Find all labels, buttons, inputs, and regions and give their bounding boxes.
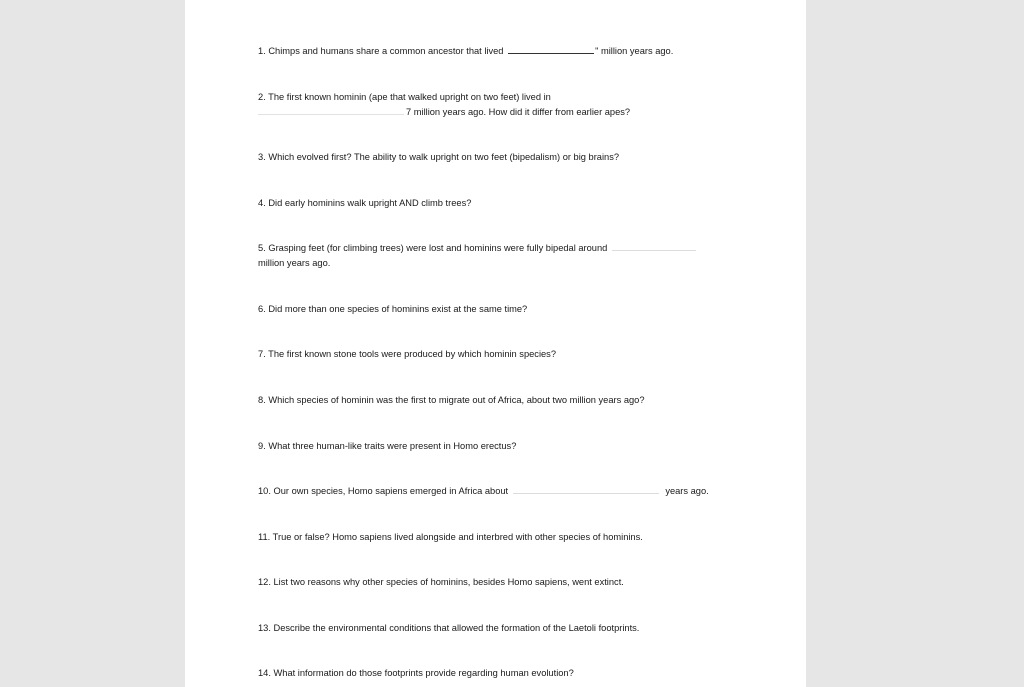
answer-blank-5[interactable] [612, 241, 696, 251]
answer-blank-2[interactable] [258, 105, 404, 115]
question-2 [258, 90, 738, 120]
question-13: 13. Describe the environmental conditions that allowed the formation of the Laetoli footprints. [258, 623, 640, 633]
question-5-line1: 5. Grasping feet (for climbing trees) were lost and hominins were fully bipedal around [258, 243, 608, 253]
question-14: 14. What information do those footprints provide regarding human evolution? [258, 668, 574, 678]
question-7: 7. The first known stone tools were produced by which hominin species? [258, 349, 557, 359]
question-1-suffix: " million years ago. [595, 46, 674, 56]
question-10-suffix: years ago. [665, 486, 709, 496]
question-9: 9. What three human-like traits were present in Homo erectus? [258, 441, 517, 451]
question-6: 6. Did more than one species of hominins exist at the same time? [258, 304, 528, 314]
answer-blank-1[interactable] [508, 44, 594, 54]
question-10-text: 10. Our own species, Homo sapiens emerged in Africa about [258, 486, 509, 496]
question-11: 11. True or false? Homo sapiens lived alongside and interbred with other species of hominins. [258, 532, 643, 542]
document-page [185, 0, 806, 687]
answer-blank-10[interactable] [513, 484, 659, 494]
question-1 [258, 44, 738, 59]
question-2-line1: 2. The first known hominin (ape that walked upright on two feet) lived in [258, 92, 551, 102]
question-10 [258, 484, 738, 499]
question-4: 4. Did early hominins walk upright AND climb trees? [258, 198, 472, 208]
question-2-line2: 7 million years ago. How did it differ from earlier apes? [406, 107, 631, 117]
question-12: 12. List two reasons why other species of hominins, besides Homo sapiens, went extinct. [258, 577, 624, 587]
question-5 [258, 241, 738, 271]
question-1-text: 1. Chimps and humans share a common ancestor that lived [258, 46, 504, 56]
question-5-line2: million years ago. [258, 258, 331, 268]
question-3: 3. Which evolved first? The ability to walk upright on two feet (bipedalism) or big brains? [258, 152, 620, 162]
question-8: 8. Which species of hominin was the first to migrate out of Africa, about two million years ago? [258, 395, 645, 405]
